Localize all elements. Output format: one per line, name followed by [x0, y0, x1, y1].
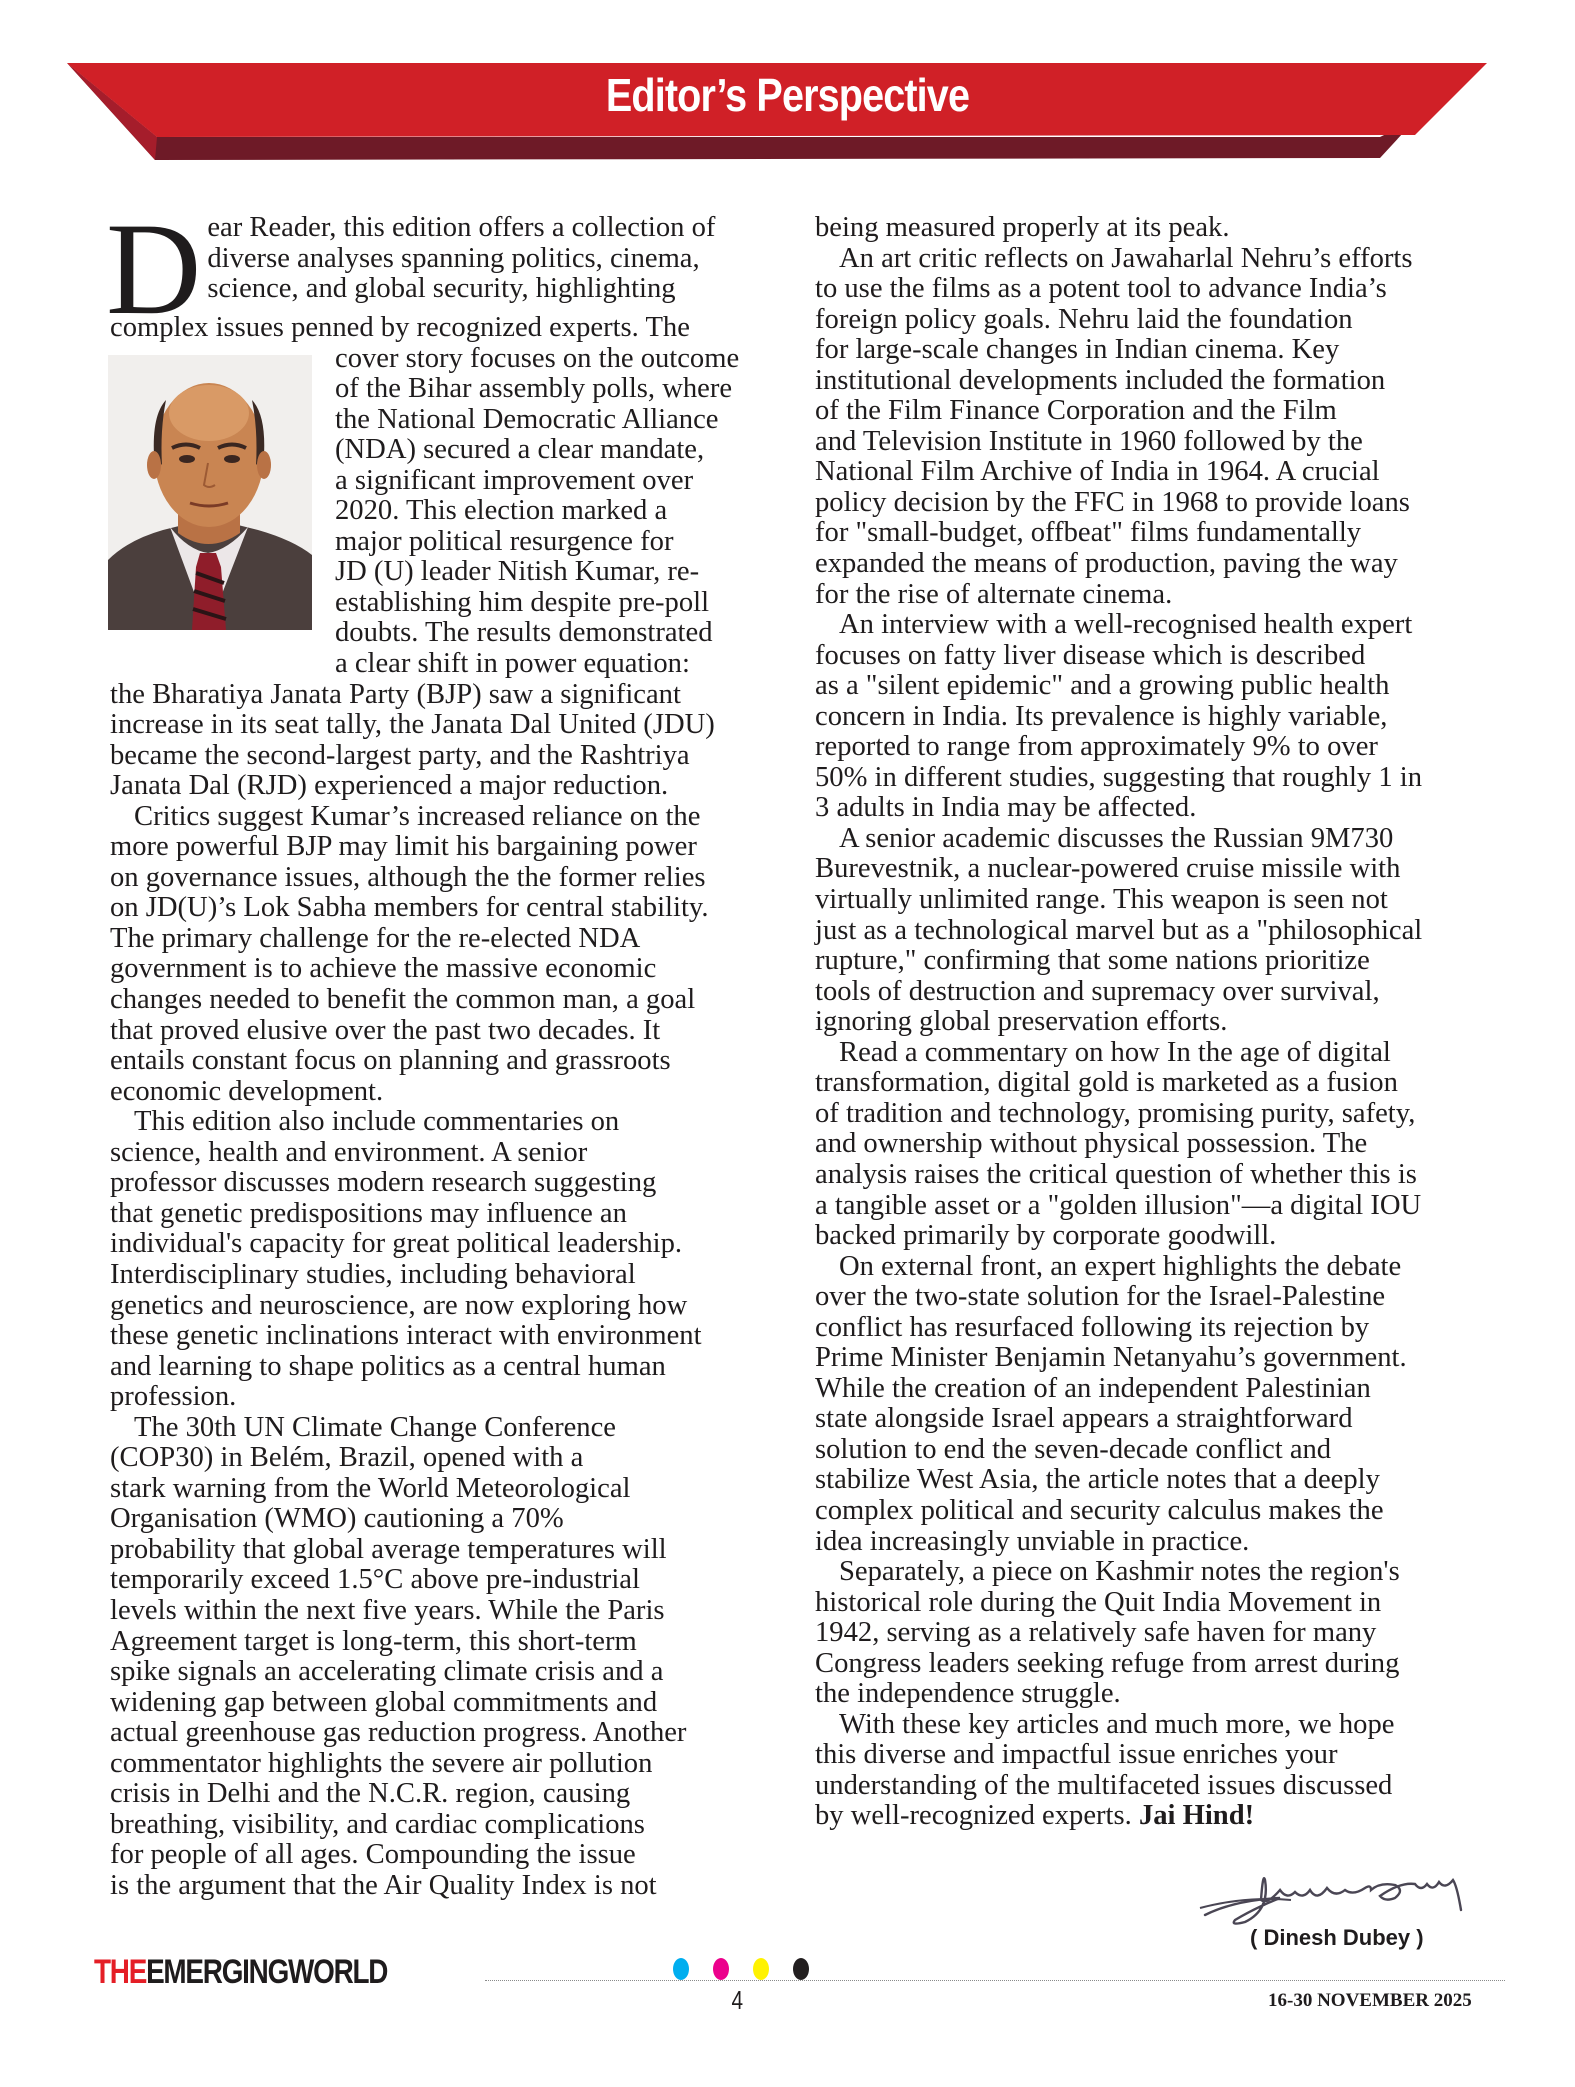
text-line: and learning to shape politics as a central human [110, 1350, 666, 1382]
cyan-dot-icon [673, 1958, 689, 1980]
logo-prefix: THE [94, 1953, 147, 1991]
text-line: backed primarily by corporate goodwill. [815, 1220, 1277, 1252]
text-line: of tradition and technology, promising purity, safety, [815, 1097, 1416, 1129]
text-line: government is to achieve the massive economic [110, 953, 657, 985]
text-line: the independence struggle. [815, 1678, 1121, 1710]
text-line: and ownership without physical possession. The [815, 1128, 1368, 1160]
text-line: of the Bihar assembly polls, where [335, 373, 733, 405]
text-line: professor discusses modern research suggesting [110, 1167, 657, 1199]
text-line: establishing him despite pre-poll [335, 586, 710, 618]
text-line: A senior academic discusses the Russian 9M730 [839, 822, 1394, 854]
text-line: solution to end the seven-decade conflict and [815, 1433, 1332, 1465]
text-line: The 30th UN Climate Change Conference [134, 1411, 616, 1443]
text-line: virtually unlimited range. This weapon is seen not [815, 884, 1388, 916]
text-line: stabilize West Asia, the article notes that a deeply [815, 1464, 1380, 1496]
page-number: 4 [731, 1985, 744, 2015]
text-line: that genetic predispositions may influence an [110, 1197, 627, 1229]
text-line: stark warning from the World Meteorological [110, 1472, 631, 1504]
text-line: conflict has resurfaced following its rejection by [815, 1311, 1370, 1343]
text-line: profession. [110, 1381, 237, 1413]
text-line: to use the films as a potent tool to advance India’s [815, 273, 1387, 305]
text-line: complex issues penned by recognized experts. The [110, 312, 690, 343]
text-line: a tangible asset or a "golden illusion"—a digital IOU [815, 1189, 1422, 1221]
sign-off: Jai Hind! [1138, 1800, 1255, 1832]
text-line: reported to range from approximately 9% to over [815, 731, 1378, 763]
text-line: policy decision by the FFC in 1968 to provide loans [815, 486, 1410, 518]
text-line: diverse analyses spanning politics, cinema, [207, 242, 700, 274]
text-line: ear Reader, this edition offers a collection of [207, 212, 716, 243]
text-line: is the argument that the Air Quality Index is not [110, 1869, 657, 1901]
text-line: more powerful BJP may limit his bargaining power [110, 831, 697, 863]
text-line: Separately, a piece on Kashmir notes the region's [839, 1556, 1400, 1588]
text-line: science, health and environment. A senior [110, 1136, 588, 1168]
article-column-right [815, 213, 1485, 1832]
text-line: genetics and neuroscience, are now exploring how [110, 1289, 688, 1321]
text-line: for "small-budget, offbeat" films fundamentally [815, 517, 1362, 549]
text-line: Janata Dal (RJD) experienced a major reduction. [110, 770, 669, 802]
text-line: temporarily exceed 1.5°C above pre-industrial [110, 1564, 640, 1596]
publication-logo [94, 1953, 387, 1992]
text-line: the National Democratic Alliance [335, 403, 719, 435]
text-line: transformation, digital gold is marketed as a fusion [815, 1067, 1398, 1099]
text-line: focuses on fatty liver disease which is described [815, 639, 1366, 671]
footer-divider [485, 1980, 1505, 1981]
text-line: understanding of the multifaceted issues discussed [815, 1769, 1393, 1801]
text-line: An interview with a well-recognised health expert [839, 609, 1413, 641]
text-line: on JD(U)’s Lok Sabha members for central stability. [110, 892, 709, 924]
text-line: 3 adults in India may be affected. [815, 792, 1197, 824]
text-line: for large-scale changes in Indian cinema. Key [815, 334, 1340, 366]
text-line: over the two-state solution for the Israel-Palestine [815, 1281, 1386, 1313]
dropcap-lines [110, 213, 790, 305]
text-line: expanded the means of production, paving the way [815, 548, 1398, 580]
text-line: idea increasingly unviable in practice. [815, 1525, 1250, 1557]
text-line: probability that global average temperatures will [110, 1533, 667, 1565]
text-line: for people of all ages. Compounding the issue [110, 1839, 636, 1871]
text-line: concern in India. Its prevalence is highly variable, [815, 700, 1388, 732]
issue-date: 16-30 NOVEMBER 2025 [1268, 1990, 1472, 2011]
text-line: widening gap between global commitments and [110, 1686, 658, 1718]
text-line: institutional developments included the formation [815, 364, 1386, 396]
text-line: Prime Minister Benjamin Netanyahu’s government. [815, 1342, 1407, 1374]
text-line: 2020. This election marked a [335, 495, 668, 527]
closing-text: by well-recognized experts. [815, 1800, 1139, 1832]
text-line: entails constant focus on planning and grassroots [110, 1045, 671, 1077]
text-line: economic development. [110, 1075, 384, 1107]
text-line: An art critic reflects on Jawaharlal Nehru’s efforts [839, 242, 1413, 274]
text-line: analysis raises the critical question of whether this is [815, 1158, 1417, 1190]
text-line: the Bharatiya Janata Party (BJP) saw a significant [110, 678, 681, 710]
text-line: changes needed to benefit the common man, a goal [110, 984, 696, 1016]
text-line: historical role during the Quit India Movement in [815, 1586, 1382, 1618]
text-line: a significant improvement over [335, 464, 694, 496]
text-line: and Television Institute in 1960 followed by the [815, 425, 1363, 457]
text-line: of the Film Finance Corporation and the Film [815, 395, 1337, 427]
text-line: 50% in different studies, suggesting that roughly 1 in [815, 761, 1423, 793]
black-dot-icon [793, 1958, 809, 1980]
text-line: became the second-largest party, and the Rashtriya [110, 739, 690, 771]
text-line: that proved elusive over the past two decades. It [110, 1014, 661, 1046]
text-line: With these key articles and much more, we hope [839, 1708, 1395, 1740]
text-line: JD (U) leader Nitish Kumar, re- [335, 556, 700, 588]
text-line: on governance issues, although the the former relies [110, 861, 706, 893]
text-line: breathing, visibility, and cardiac complications [110, 1808, 645, 1840]
text-line: being measured properly at its peak. [815, 212, 1230, 243]
text-line: individual's capacity for great political leadership. [110, 1228, 683, 1260]
text-line: increase in its seat tally, the Janata Dal United (JDU) [110, 709, 715, 741]
text-line: commentator highlights the severe air pollution [110, 1747, 653, 1779]
text-line: actual greenhouse gas reduction progress. Another [110, 1717, 687, 1749]
text-line: spike signals an accelerating climate crisis and a [110, 1656, 664, 1688]
text-line: tools of destruction and supremacy over survival, [815, 975, 1380, 1007]
text-line: just as a technological marvel but as a "philosophical [815, 914, 1423, 946]
text-line: 1942, serving as a relatively safe haven for many [815, 1617, 1377, 1649]
text-line: a clear shift in power equation: [335, 648, 690, 680]
text-line: Interdisciplinary studies, including behavioral [110, 1258, 636, 1290]
text-line: (COP30) in Belém, Brazil, opened with a [110, 1442, 584, 1474]
text-line: Congress leaders seeking refuge from arrest during [815, 1647, 1400, 1679]
yellow-dot-icon [753, 1958, 769, 1980]
text-line: ignoring global preservation efforts. [815, 1006, 1228, 1038]
text-line: On external front, an expert highlights the debate [839, 1250, 1402, 1282]
text-line: for the rise of alternate cinema. [815, 578, 1173, 610]
section-banner [0, 0, 1575, 180]
text-line: National Film Archive of India in 1964. A crucial [815, 456, 1380, 488]
magenta-dot-icon [713, 1958, 729, 1980]
text-line: this diverse and impactful issue enriches your [815, 1739, 1338, 1771]
article-column-left [106, 195, 790, 1901]
text-line: these genetic inclinations interact with environment [110, 1320, 702, 1352]
drop-cap: D [106, 195, 202, 342]
text-line: Organisation (WMO) cautioning a 70% [110, 1503, 564, 1535]
text-line: The primary challenge for the re-elected NDA [110, 922, 641, 954]
text-line: Burevestnik, a nuclear-powered cruise missile with [815, 853, 1401, 885]
page-title: Editor’s Perspective [605, 69, 970, 121]
text-line: While the creation of an independent Palestinian [815, 1372, 1371, 1404]
text-line: This edition also include commentaries on [134, 1106, 620, 1138]
text-line: Read a commentary on how In the age of digital [839, 1036, 1391, 1068]
text-line: Agreement target is long-term, this short-term [110, 1625, 637, 1657]
text-line: levels within the next five years. While the Paris [110, 1594, 665, 1626]
text-line: crisis in Delhi and the N.C.R. region, causing [110, 1778, 631, 1810]
handwritten-signature-icon [1195, 1860, 1495, 1920]
text-line: science, and global security, highlighting [207, 273, 676, 305]
text-line: rupture," confirming that some nations prioritize [815, 945, 1370, 977]
text-line: (NDA) secured a clear mandate, [335, 434, 705, 466]
text-line: major political resurgence for [335, 525, 674, 557]
text-line: cover story focuses on the outcome [335, 342, 740, 374]
logo-name: EMERGINGWORLD [146, 1953, 388, 1991]
closing-line [815, 1801, 1485, 1832]
text-line: doubts. The results demonstrated [335, 617, 713, 649]
text-line: as a "silent epidemic" and a growing public health [815, 670, 1390, 702]
text-line: complex political and security calculus makes the [815, 1494, 1384, 1526]
editor-name: ( Dinesh Dubey ) [1250, 1925, 1424, 1950]
text-line: state alongside Israel appears a straightforward [815, 1403, 1353, 1435]
text-line: Critics suggest Kumar’s increased reliance on the [134, 800, 701, 832]
text-line: foreign policy goals. Nehru laid the foundation [815, 303, 1353, 335]
